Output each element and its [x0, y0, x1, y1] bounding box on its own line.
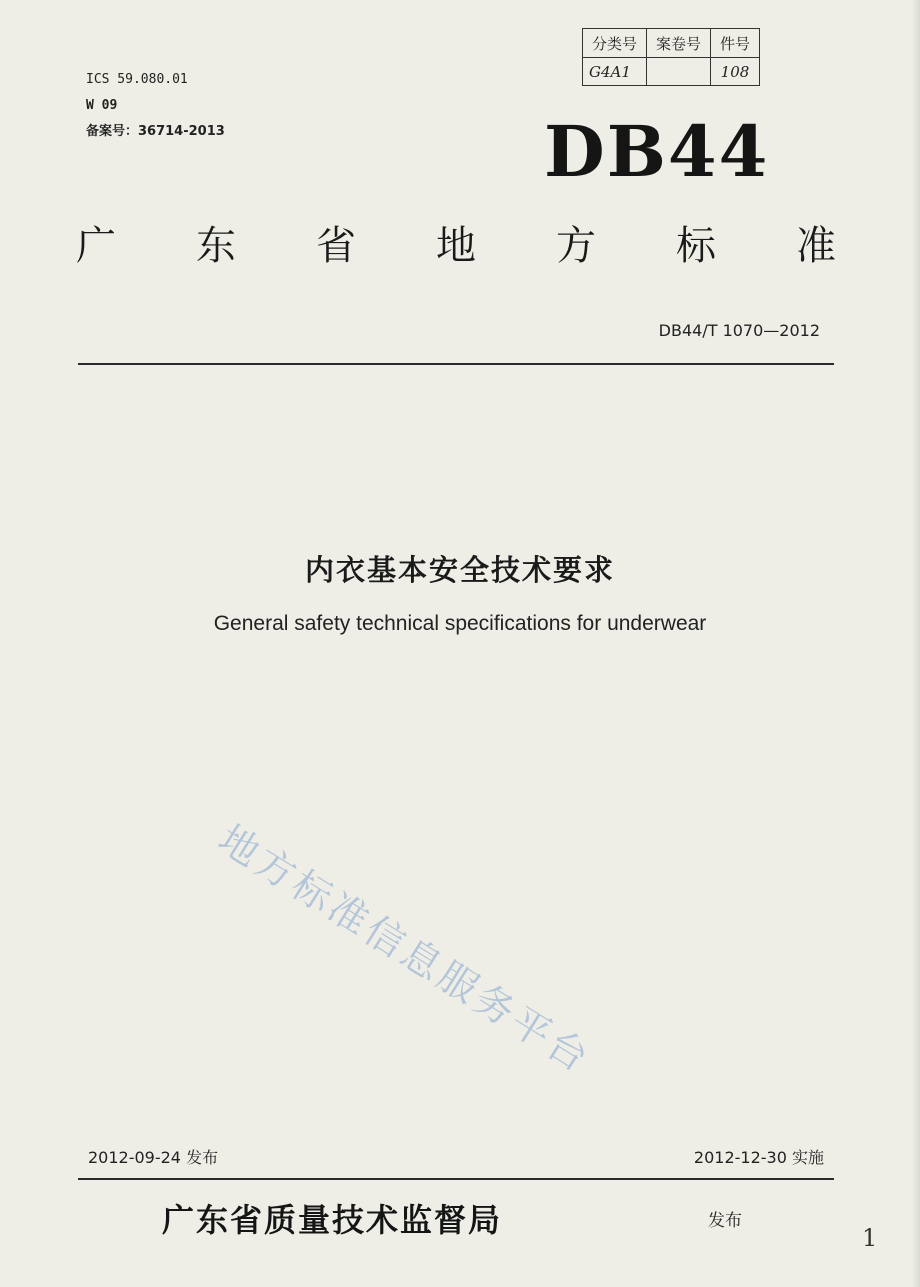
standard-type-char: 标: [676, 223, 716, 269]
archive-header-volume: 案卷号: [647, 29, 711, 57]
page-number: 1: [862, 1224, 878, 1252]
archive-header-row: [583, 29, 759, 57]
standard-type-heading: [76, 214, 836, 271]
issuing-authority: 广东省质量技术监督局: [162, 1201, 503, 1239]
scan-edge-shadow: [912, 0, 920, 1287]
watermark-text: 地方标准信息服务平台: [210, 816, 599, 1083]
archive-value-item: 108: [720, 63, 750, 81]
standard-code-logo: DB44: [544, 110, 770, 193]
archive-header-category: 分类号: [583, 29, 647, 57]
publish-date: 2012-09-24 发布: [88, 1148, 219, 1167]
standard-type-char: 省: [316, 223, 356, 269]
ics-code: ICS 59.080.01: [86, 72, 188, 87]
archive-header-item: 件号: [719, 34, 750, 53]
standard-type-char: 准: [796, 223, 836, 269]
archive-value-volume: [647, 58, 711, 86]
record-number: 备案号：36714-2013: [86, 124, 225, 139]
archive-value-category: G4A1: [583, 58, 647, 86]
implementation-date: 2012-12-30 实施: [693, 1148, 824, 1167]
issued-label: 发布: [708, 1211, 742, 1231]
standard-type-char: 东: [196, 223, 236, 269]
standard-number: DB44/T 1070—2012: [658, 321, 820, 340]
standard-type-char: 地: [436, 223, 476, 269]
bottom-divider: [78, 1178, 834, 1180]
standard-type-char: 广: [76, 223, 116, 269]
classification-code: W 09: [86, 98, 118, 113]
document-title-chinese: 内衣基本安全技术要求: [304, 553, 615, 587]
standard-type-char: 方: [556, 223, 596, 269]
archive-stamp-box: [582, 28, 760, 86]
top-divider: [78, 363, 834, 365]
document-title-english: General safety technical specifications for underwear: [213, 612, 707, 635]
archive-value-row: [583, 57, 759, 86]
